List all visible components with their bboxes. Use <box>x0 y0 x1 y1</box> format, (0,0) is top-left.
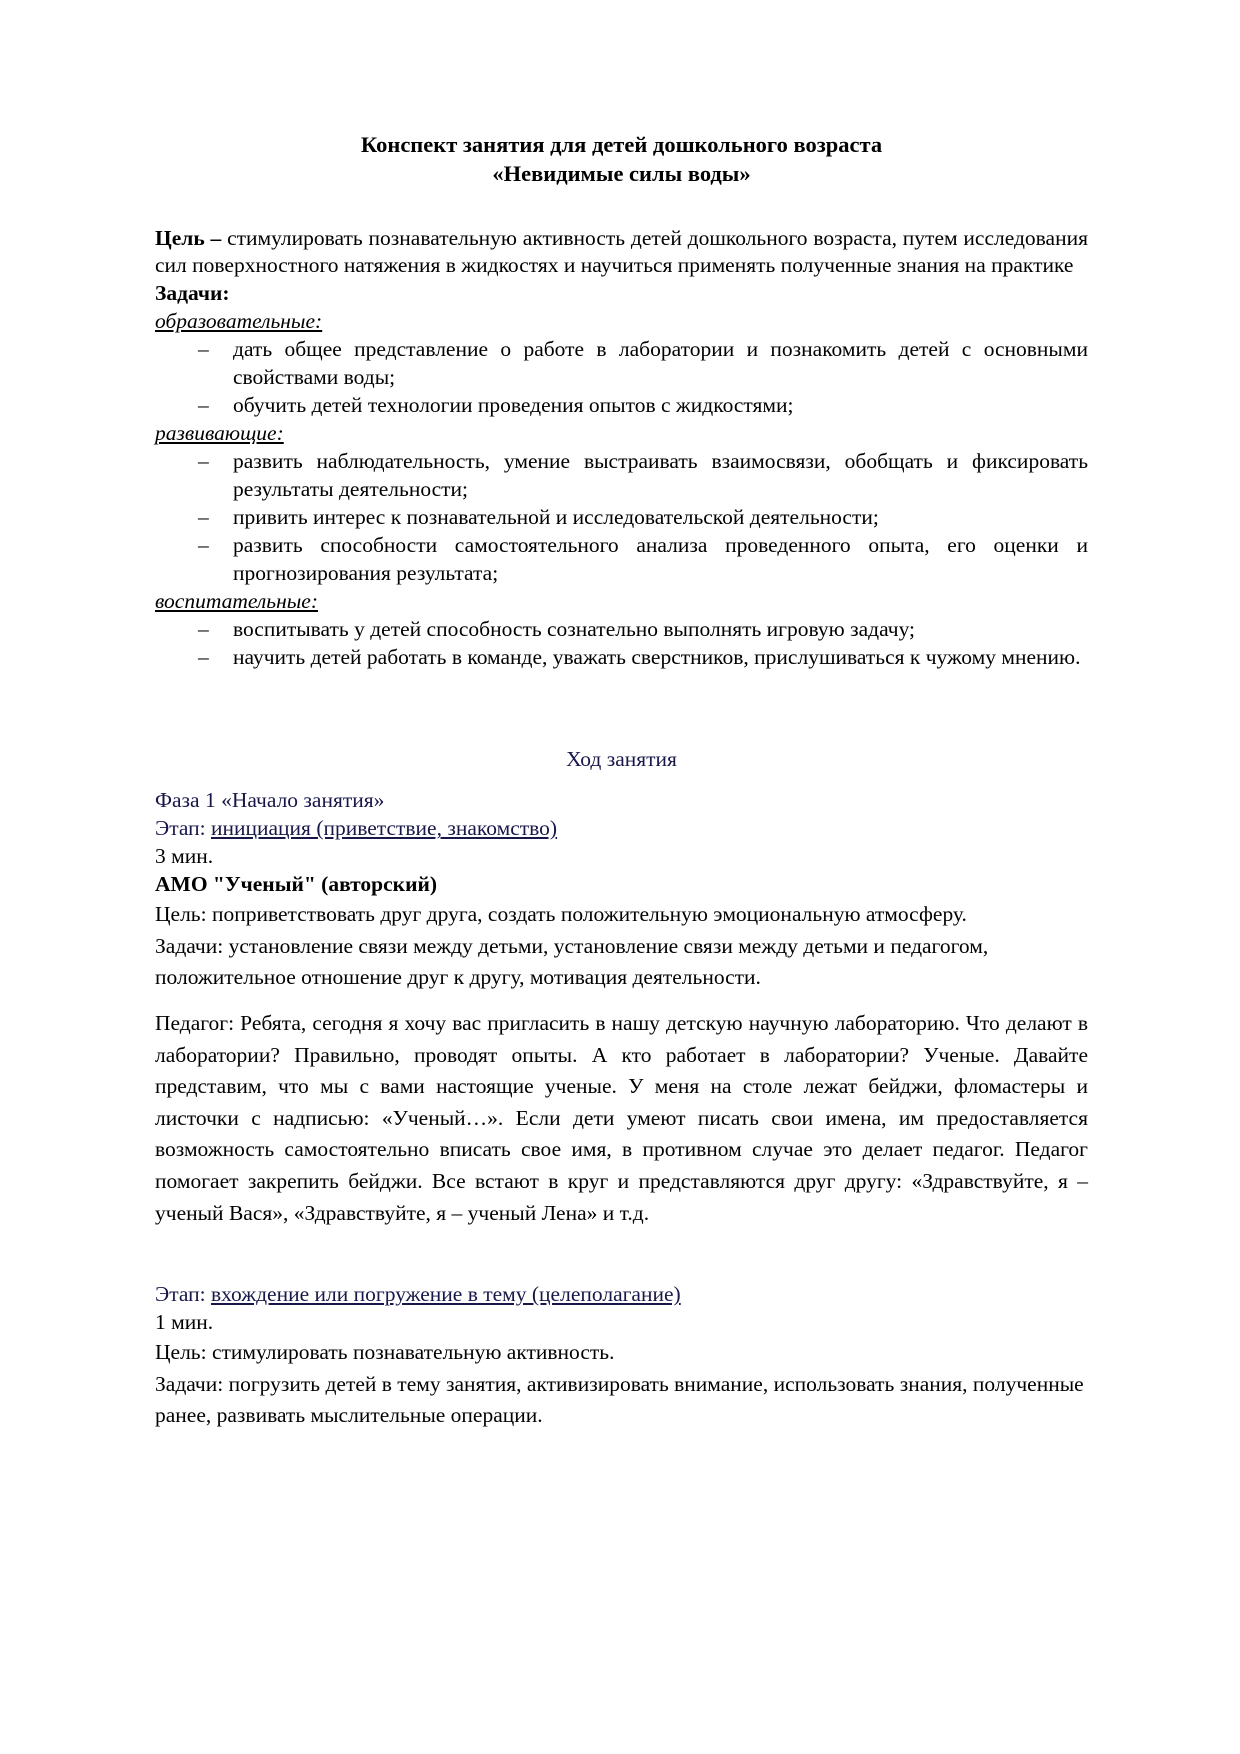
list-item: – научить детей работать в команде, уважать сверстников, прислушиваться к чужому мнению. <box>155 644 1088 672</box>
developmental-task-list <box>155 448 1088 588</box>
paragraph-gap-3 <box>155 1255 1088 1281</box>
phase-1-stage-1 <box>155 815 1088 843</box>
paragraph-gap <box>155 994 1088 1008</box>
goal-label: Цель – <box>155 225 222 250</box>
list-item: – воспитывать у детей способность сознательно выполнять игровую задачу; <box>155 616 1088 644</box>
stage-name: вхождение или погружение в тему (целеполагание) <box>210 1282 681 1307</box>
goal-paragraph <box>155 225 1088 281</box>
list-item: – обучить детей технологии проведения опытов с жидкостями; <box>155 392 1088 420</box>
category-label-text: воспитательные: <box>155 588 319 613</box>
list-item: – дать общее представление о работе в лаборатории и познакомить детей с основными свойствами воды; <box>155 336 1088 392</box>
course-heading: Ход занятия <box>566 746 677 771</box>
amo-goal: Цель: поприветствовать друг друга, создать положительную эмоциональную атмосферу. <box>155 902 967 927</box>
stage-2-tasks: Задачи: погрузить детей в тему занятия, активизировать внимание, использовать знания, полученные ранее, развивать мыслительные операции. <box>155 1371 1084 1428</box>
category-label-text: образовательные: <box>155 309 323 334</box>
list-item: – развить способности самостоятельного анализа проведенного опыта, его оценки и прогнозирования результата; <box>155 532 1088 588</box>
tasks-heading: Задачи: <box>155 281 230 306</box>
amo-tasks: Задачи: установление связи между детьми, установление связи между детьми и педагогом, положительное отношение друг к другу, мотивация деятельности. <box>155 933 989 990</box>
phase-1-title: Фаза 1 «Начало занятия» <box>155 788 385 813</box>
list-item: – развить наблюдательность, умение выстраивать взаимосвязи, обобщать и фиксировать результаты деятельности; <box>155 448 1088 504</box>
title-line-1: Конспект занятия для детей дошкольного возраста <box>360 132 883 157</box>
category-label-developmental <box>155 420 1088 448</box>
stage-2-goal: Цель: стимулировать познавательную активность. <box>155 1340 615 1364</box>
list-item: – привить интерес к познавательной и исследовательской деятельности; <box>155 504 1088 532</box>
educational-task-list <box>155 336 1088 420</box>
category-label-educational <box>155 308 1088 336</box>
heading-gap <box>155 773 1088 787</box>
amo-title: АМО "Ученый" (авторский) <box>155 872 438 897</box>
phase-1-duration: 3 мин. <box>155 844 214 869</box>
goal-text: стимулировать познавательную активность детей дошкольного возраста, путем исследования сил поверхностного натяжения в жидкостях и научиться применять полученные знания на практике <box>155 225 1088 278</box>
teacher-speech-paragraph: Педагог: Ребята, сегодня я хочу вас пригласить в нашу детскую научную лабораторию. Что делают в лаборатории? Правильно, проводят опыты. А кто работает в лаборатории? Ученые. Давайте представим, что мы с вами настоящие ученые. У меня на столе лежат бейджи, фломастеры и листочки с надписью: «Ученый…». Если дети умеют писать свои имена, им предоставляется возможность самостоятельно вписать свое имя, в противном случае это делает педагог. Педагог помогает закрепить бейджи. Все встают в круг и представляются друг другу: «Здравствуйте, я – ученый Вася», «Здравствуйте, я – ученый Лена» и т.д. <box>155 1010 1088 1225</box>
stage-label: Этап: <box>155 1282 206 1307</box>
section-gap <box>155 672 1088 746</box>
title-line-2: «Невидимые силы воды» <box>492 161 751 187</box>
phase-1-stage-2 <box>155 1281 1088 1309</box>
phase-1-stage-2-duration: 1 мин. <box>155 1310 214 1335</box>
stage-name: инициация (приветствие, знакомство) <box>210 816 558 841</box>
stage-label: Этап: <box>155 816 206 841</box>
paragraph-gap-2 <box>155 1229 1088 1255</box>
upbringing-task-list <box>155 616 1088 672</box>
category-label-upbringing <box>155 588 1088 616</box>
page-title <box>155 130 1088 189</box>
category-label-text: развивающие: <box>155 421 284 446</box>
title-spacer <box>155 191 1088 225</box>
